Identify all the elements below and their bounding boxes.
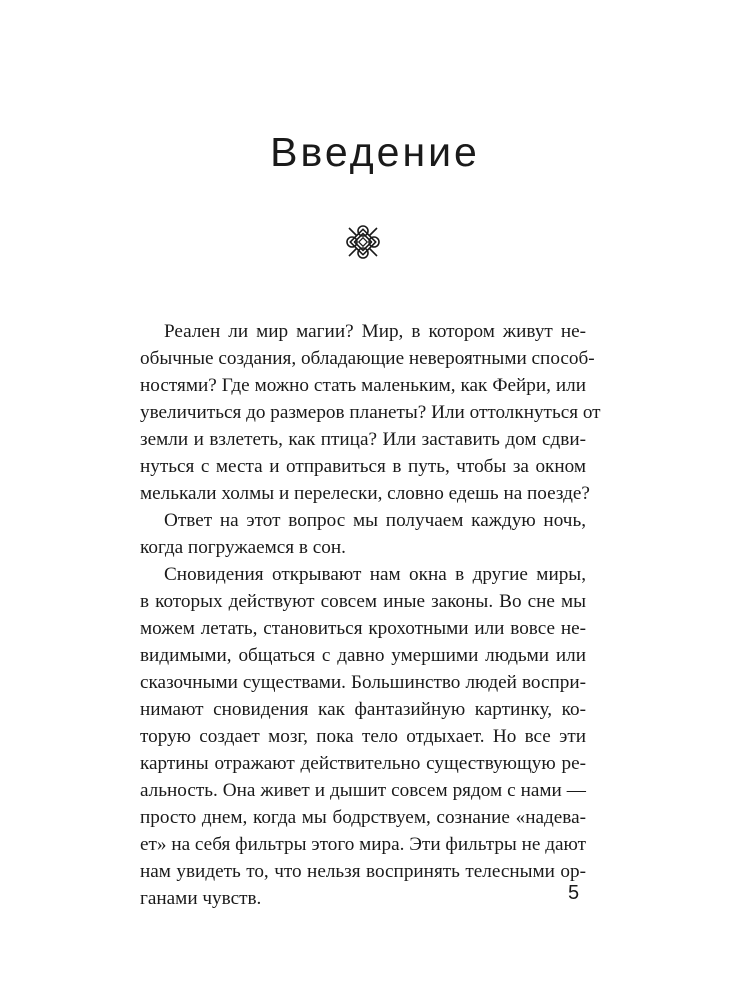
text-line: ганами чувств.: [140, 888, 262, 909]
text-line: можем летать, становиться крохотными или вовсе не-: [140, 618, 586, 639]
celtic-knot-icon: [343, 222, 383, 262]
text-line: альность. Она живет и дышит совсем рядом с нами —: [140, 780, 586, 801]
paragraph-2: [140, 507, 586, 561]
page-number: 5: [568, 882, 580, 904]
text-line: земли и взлететь, как птица? Или заставить дом сдви-: [140, 429, 586, 450]
text-line: Ответ на этот вопрос мы получаем каждую ночь,: [164, 510, 586, 531]
paragraph-3: [140, 561, 586, 912]
text-line: ет» на себя фильтры этого мира. Эти фильтры не дают: [140, 834, 586, 855]
text-line: ностями? Где можно стать маленьким, как Фейри, или: [140, 375, 586, 396]
text-line: увеличиться до размеров планеты? Или оттолкнуться от: [140, 402, 601, 423]
text-line: мелькали холмы и перелески, словно едешь на поезде?: [140, 483, 590, 504]
body-text: [140, 318, 601, 912]
text-line: сказочными существами. Большинство людей воспри-: [140, 672, 586, 693]
text-line: видимыми, общаться с давно умершими людьми или: [140, 645, 586, 666]
paragraph-1: [140, 318, 601, 507]
text-line: обычные создания, обладающие невероятными способ-: [140, 348, 595, 369]
text-line: когда погружаемся в сон.: [140, 537, 346, 558]
chapter-title: Введение: [270, 129, 480, 175]
text-line: картины отражают действительно существующую ре-: [140, 753, 586, 774]
text-line: Реален ли мир магии? Мир, в котором живут не-: [164, 321, 586, 342]
text-line: Сновидения открывают нам окна в другие миры,: [164, 564, 586, 585]
text-line: в которых действуют совсем иные законы. Во сне мы: [140, 591, 586, 612]
text-line: нуться с места и отправиться в путь, чтобы за окном: [140, 456, 586, 477]
text-line: нам увидеть то, что нельзя воспринять телесными ор-: [140, 861, 586, 882]
text-line: просто днем, когда мы бодрствуем, сознание «надева-: [140, 807, 586, 828]
text-line: торую создает мозг, пока тело отдыхает. Но все эти: [140, 726, 586, 747]
text-line: нимают сновидения как фантазийную картинку, ко-: [140, 699, 586, 720]
